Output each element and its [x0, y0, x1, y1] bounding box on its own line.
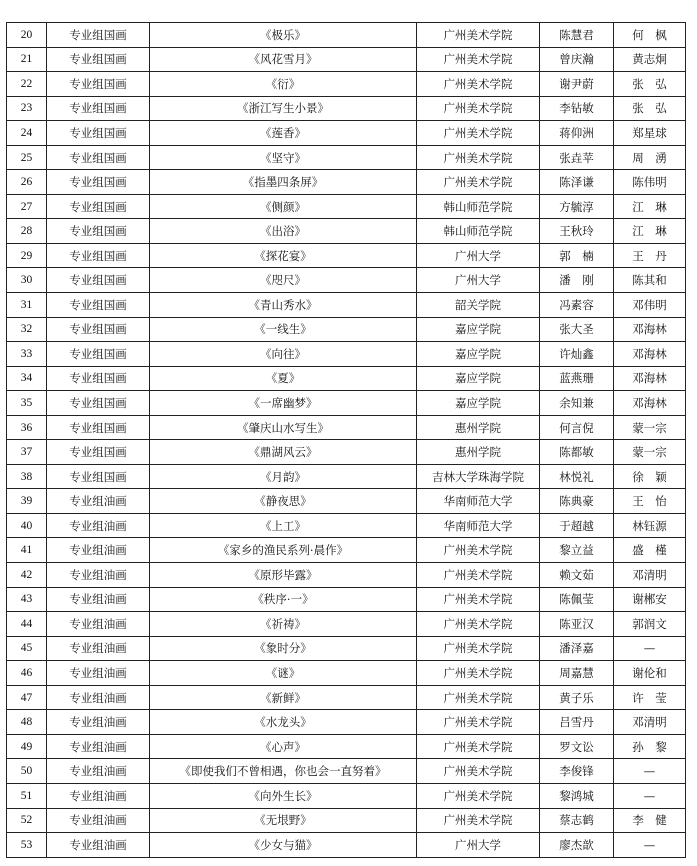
category-cell: 专业组油画	[47, 833, 150, 858]
row-number: 37	[7, 440, 47, 465]
row-number: 28	[7, 219, 47, 244]
work-title-cell: 《咫尺》	[150, 268, 417, 293]
tutor-cell: 盛 槿	[614, 538, 686, 563]
category-cell: 专业组国画	[47, 391, 150, 416]
work-title-cell: 《极乐》	[150, 23, 417, 48]
author-cell: 吕雪丹	[540, 710, 614, 735]
work-title-cell: 《上工》	[150, 513, 417, 538]
work-title-cell: 《新鲜》	[150, 685, 417, 710]
table-row	[7, 145, 686, 170]
category-cell: 专业组国画	[47, 145, 150, 170]
category-cell: 专业组油画	[47, 759, 150, 784]
school-cell: 吉林大学珠海学院	[417, 464, 540, 489]
category-cell: 专业组国画	[47, 121, 150, 146]
row-number: 27	[7, 194, 47, 219]
author-cell: 李钻敏	[540, 96, 614, 121]
work-title-cell: 《向外生长》	[150, 783, 417, 808]
work-title-cell: 《象时分》	[150, 636, 417, 661]
tutor-cell: 邓海林	[614, 317, 686, 342]
work-title-cell: 《衍》	[150, 72, 417, 97]
tutor-cell: 周 湧	[614, 145, 686, 170]
school-cell: 嘉应学院	[417, 342, 540, 367]
school-cell: 广州美术学院	[417, 783, 540, 808]
author-cell: 潘泽嘉	[540, 636, 614, 661]
author-cell: 陈都敏	[540, 440, 614, 465]
school-cell: 嘉应学院	[417, 366, 540, 391]
table-row	[7, 317, 686, 342]
table-row	[7, 440, 686, 465]
school-cell: 广州美术学院	[417, 96, 540, 121]
author-cell: 谢尹蔚	[540, 72, 614, 97]
work-title-cell: 《祈祷》	[150, 612, 417, 637]
row-number: 26	[7, 170, 47, 195]
school-cell: 广州美术学院	[417, 538, 540, 563]
category-cell: 专业组油画	[47, 513, 150, 538]
category-cell: 专业组国画	[47, 366, 150, 391]
tutor-cell: —	[614, 833, 686, 858]
table-row	[7, 563, 686, 588]
row-number: 24	[7, 121, 47, 146]
school-cell: 广州美术学院	[417, 170, 540, 195]
work-title-cell: 《鼎湖风云》	[150, 440, 417, 465]
author-cell: 陈典豪	[540, 489, 614, 514]
row-number: 50	[7, 759, 47, 784]
row-number: 33	[7, 342, 47, 367]
row-number: 40	[7, 513, 47, 538]
tutor-cell: 李 健	[614, 808, 686, 833]
school-cell: 广州美术学院	[417, 23, 540, 48]
category-cell: 专业组油画	[47, 636, 150, 661]
work-title-cell: 《浙江写生小景》	[150, 96, 417, 121]
work-title-cell: 《一席幽梦》	[150, 391, 417, 416]
category-cell: 专业组国画	[47, 194, 150, 219]
table-row	[7, 293, 686, 318]
school-cell: 广州美术学院	[417, 587, 540, 612]
category-cell: 专业组国画	[47, 317, 150, 342]
tutor-cell: 孙 黎	[614, 734, 686, 759]
tutor-cell: —	[614, 759, 686, 784]
category-cell: 专业组油画	[47, 612, 150, 637]
author-cell: 黄子乐	[540, 685, 614, 710]
work-title-cell: 《出浴》	[150, 219, 417, 244]
author-cell: 赖文茹	[540, 563, 614, 588]
row-number: 44	[7, 612, 47, 637]
table-row	[7, 636, 686, 661]
table-row	[7, 23, 686, 48]
category-cell: 专业组国画	[47, 23, 150, 48]
work-title-cell: 《静夜思》	[150, 489, 417, 514]
row-number: 43	[7, 587, 47, 612]
tutor-cell: 黄志炯	[614, 47, 686, 72]
table-row	[7, 808, 686, 833]
table-row	[7, 612, 686, 637]
tutor-cell: 邓海林	[614, 391, 686, 416]
author-cell: 何言倪	[540, 415, 614, 440]
author-cell: 陈佩莹	[540, 587, 614, 612]
author-cell: 潘 刚	[540, 268, 614, 293]
author-cell: 蒋仰洲	[540, 121, 614, 146]
school-cell: 广州美术学院	[417, 685, 540, 710]
table-row	[7, 783, 686, 808]
tutor-cell: 邓海林	[614, 342, 686, 367]
school-cell: 广州美术学院	[417, 808, 540, 833]
row-number: 31	[7, 293, 47, 318]
tutor-cell: 谢郴安	[614, 587, 686, 612]
row-number: 49	[7, 734, 47, 759]
category-cell: 专业组油画	[47, 783, 150, 808]
work-title-cell: 《坚守》	[150, 145, 417, 170]
category-cell: 专业组国画	[47, 243, 150, 268]
row-number: 45	[7, 636, 47, 661]
category-cell: 专业组国画	[47, 47, 150, 72]
tutor-cell: 邓海林	[614, 366, 686, 391]
row-number: 35	[7, 391, 47, 416]
row-number: 22	[7, 72, 47, 97]
tutor-cell: —	[614, 636, 686, 661]
school-cell: 嘉应学院	[417, 391, 540, 416]
table-row	[7, 72, 686, 97]
row-number: 32	[7, 317, 47, 342]
table-row	[7, 661, 686, 686]
row-number: 46	[7, 661, 47, 686]
school-cell: 广州大学	[417, 268, 540, 293]
category-cell: 专业组油画	[47, 685, 150, 710]
category-cell: 专业组国画	[47, 268, 150, 293]
author-cell: 陈慧君	[540, 23, 614, 48]
author-cell: 于超越	[540, 513, 614, 538]
row-number: 47	[7, 685, 47, 710]
work-title-cell: 《少女与猫》	[150, 833, 417, 858]
school-cell: 广州美术学院	[417, 710, 540, 735]
tutor-cell: 王 怡	[614, 489, 686, 514]
tutor-cell: 江 琳	[614, 219, 686, 244]
row-number: 29	[7, 243, 47, 268]
author-cell: 冯素容	[540, 293, 614, 318]
work-title-cell: 《月韵》	[150, 464, 417, 489]
school-cell: 广州大学	[417, 243, 540, 268]
table-row	[7, 759, 686, 784]
tutor-cell: 陈其和	[614, 268, 686, 293]
work-title-cell: 《探花宴》	[150, 243, 417, 268]
table-row	[7, 513, 686, 538]
school-cell: 广州美术学院	[417, 47, 540, 72]
work-title-cell: 《莲香》	[150, 121, 417, 146]
category-cell: 专业组国画	[47, 415, 150, 440]
tutor-cell: 谢伦和	[614, 661, 686, 686]
author-cell: 林悦礼	[540, 464, 614, 489]
category-cell: 专业组油画	[47, 489, 150, 514]
table-row	[7, 96, 686, 121]
table-row	[7, 391, 686, 416]
tutor-cell: 邓清明	[614, 710, 686, 735]
category-cell: 专业组国画	[47, 72, 150, 97]
tutor-cell: 郑星球	[614, 121, 686, 146]
tutor-cell: 蒙一宗	[614, 440, 686, 465]
work-title-cell: 《风花雪月》	[150, 47, 417, 72]
tutor-cell: 陈伟明	[614, 170, 686, 195]
school-cell: 嘉应学院	[417, 317, 540, 342]
work-title-cell: 《秩序·一》	[150, 587, 417, 612]
tutor-cell: 许 莹	[614, 685, 686, 710]
school-cell: 广州美术学院	[417, 121, 540, 146]
work-title-cell: 《家乡的渔民系列·晨作》	[150, 538, 417, 563]
work-title-cell: 《水龙头》	[150, 710, 417, 735]
category-cell: 专业组国画	[47, 293, 150, 318]
category-cell: 专业组油画	[47, 734, 150, 759]
row-number: 53	[7, 833, 47, 858]
table-row	[7, 464, 686, 489]
school-cell: 惠州学院	[417, 440, 540, 465]
author-cell: 郭 楠	[540, 243, 614, 268]
author-cell: 周嘉慧	[540, 661, 614, 686]
author-cell: 蓝燕珊	[540, 366, 614, 391]
tutor-cell: —	[614, 783, 686, 808]
table-row	[7, 268, 686, 293]
table-row	[7, 342, 686, 367]
row-number: 34	[7, 366, 47, 391]
row-number: 20	[7, 23, 47, 48]
school-cell: 华南师范大学	[417, 513, 540, 538]
work-title-cell: 《原形毕露》	[150, 563, 417, 588]
category-cell: 专业组国画	[47, 170, 150, 195]
table-row	[7, 685, 686, 710]
author-cell: 蔡志鹤	[540, 808, 614, 833]
work-title-cell: 《即使我们不曾相遇，你也会一直努着》	[150, 759, 417, 784]
school-cell: 韩山师范学院	[417, 219, 540, 244]
author-cell: 曾庆瀚	[540, 47, 614, 72]
work-title-cell: 《一线生》	[150, 317, 417, 342]
author-cell: 陈泽谦	[540, 170, 614, 195]
author-cell: 黎鸿城	[540, 783, 614, 808]
work-title-cell: 《青山秀水》	[150, 293, 417, 318]
school-cell: 广州美术学院	[417, 734, 540, 759]
tutor-cell: 邓清明	[614, 563, 686, 588]
table-row	[7, 587, 686, 612]
table-row	[7, 194, 686, 219]
work-title-cell: 《无垠野》	[150, 808, 417, 833]
category-cell: 专业组油画	[47, 587, 150, 612]
row-number: 21	[7, 47, 47, 72]
table-row	[7, 833, 686, 858]
work-title-cell: 《向往》	[150, 342, 417, 367]
work-title-cell: 《肇庆山水写生》	[150, 415, 417, 440]
school-cell: 韶关学院	[417, 293, 540, 318]
tutor-cell: 林钰源	[614, 513, 686, 538]
category-cell: 专业组油画	[47, 563, 150, 588]
category-cell: 专业组油画	[47, 661, 150, 686]
row-number: 36	[7, 415, 47, 440]
work-title-cell: 《谜》	[150, 661, 417, 686]
table-row	[7, 415, 686, 440]
category-cell: 专业组油画	[47, 538, 150, 563]
category-cell: 专业组油画	[47, 808, 150, 833]
tutor-cell: 郭润文	[614, 612, 686, 637]
school-cell: 广州美术学院	[417, 636, 540, 661]
table-row	[7, 170, 686, 195]
school-cell: 广州美术学院	[417, 612, 540, 637]
table-row	[7, 219, 686, 244]
school-cell: 广州美术学院	[417, 72, 540, 97]
category-cell: 专业组国画	[47, 342, 150, 367]
tutor-cell: 蒙一宗	[614, 415, 686, 440]
author-cell: 陈亚汉	[540, 612, 614, 637]
tutor-cell: 何 枫	[614, 23, 686, 48]
row-number: 48	[7, 710, 47, 735]
author-cell: 张垚苹	[540, 145, 614, 170]
school-cell: 惠州学院	[417, 415, 540, 440]
row-number: 39	[7, 489, 47, 514]
row-number: 42	[7, 563, 47, 588]
school-cell: 华南师范大学	[417, 489, 540, 514]
tutor-cell: 江 琳	[614, 194, 686, 219]
author-cell: 黎立益	[540, 538, 614, 563]
category-cell: 专业组国画	[47, 96, 150, 121]
tutor-cell: 邓伟明	[614, 293, 686, 318]
table-row	[7, 734, 686, 759]
awards-table	[6, 22, 686, 858]
category-cell: 专业组国画	[47, 440, 150, 465]
school-cell: 广州美术学院	[417, 661, 540, 686]
author-cell: 张大圣	[540, 317, 614, 342]
work-title-cell: 《侧颜》	[150, 194, 417, 219]
tutor-cell: 张 弘	[614, 96, 686, 121]
author-cell: 许灿鑫	[540, 342, 614, 367]
work-title-cell: 《心声》	[150, 734, 417, 759]
table-row	[7, 243, 686, 268]
work-title-cell: 《指墨四条屏》	[150, 170, 417, 195]
author-cell: 余知兼	[540, 391, 614, 416]
school-cell: 广州美术学院	[417, 145, 540, 170]
table-row	[7, 489, 686, 514]
category-cell: 专业组油画	[47, 710, 150, 735]
school-cell: 广州大学	[417, 833, 540, 858]
school-cell: 广州美术学院	[417, 563, 540, 588]
author-cell: 方毓淳	[540, 194, 614, 219]
author-cell: 廖杰歆	[540, 833, 614, 858]
table-row	[7, 47, 686, 72]
work-title-cell: 《夏》	[150, 366, 417, 391]
row-number: 41	[7, 538, 47, 563]
school-cell: 广州美术学院	[417, 759, 540, 784]
category-cell: 专业组国画	[47, 464, 150, 489]
table-body	[7, 23, 686, 858]
table-row	[7, 538, 686, 563]
author-cell: 王秋玲	[540, 219, 614, 244]
school-cell: 韩山师范学院	[417, 194, 540, 219]
author-cell: 罗文讼	[540, 734, 614, 759]
row-number: 25	[7, 145, 47, 170]
row-number: 51	[7, 783, 47, 808]
tutor-cell: 王 丹	[614, 243, 686, 268]
row-number: 38	[7, 464, 47, 489]
tutor-cell: 张 弘	[614, 72, 686, 97]
category-cell: 专业组国画	[47, 219, 150, 244]
table-row	[7, 710, 686, 735]
row-number: 52	[7, 808, 47, 833]
table-row	[7, 366, 686, 391]
table-row	[7, 121, 686, 146]
author-cell: 李俊锋	[540, 759, 614, 784]
row-number: 30	[7, 268, 47, 293]
tutor-cell: 徐 颖	[614, 464, 686, 489]
row-number: 23	[7, 96, 47, 121]
